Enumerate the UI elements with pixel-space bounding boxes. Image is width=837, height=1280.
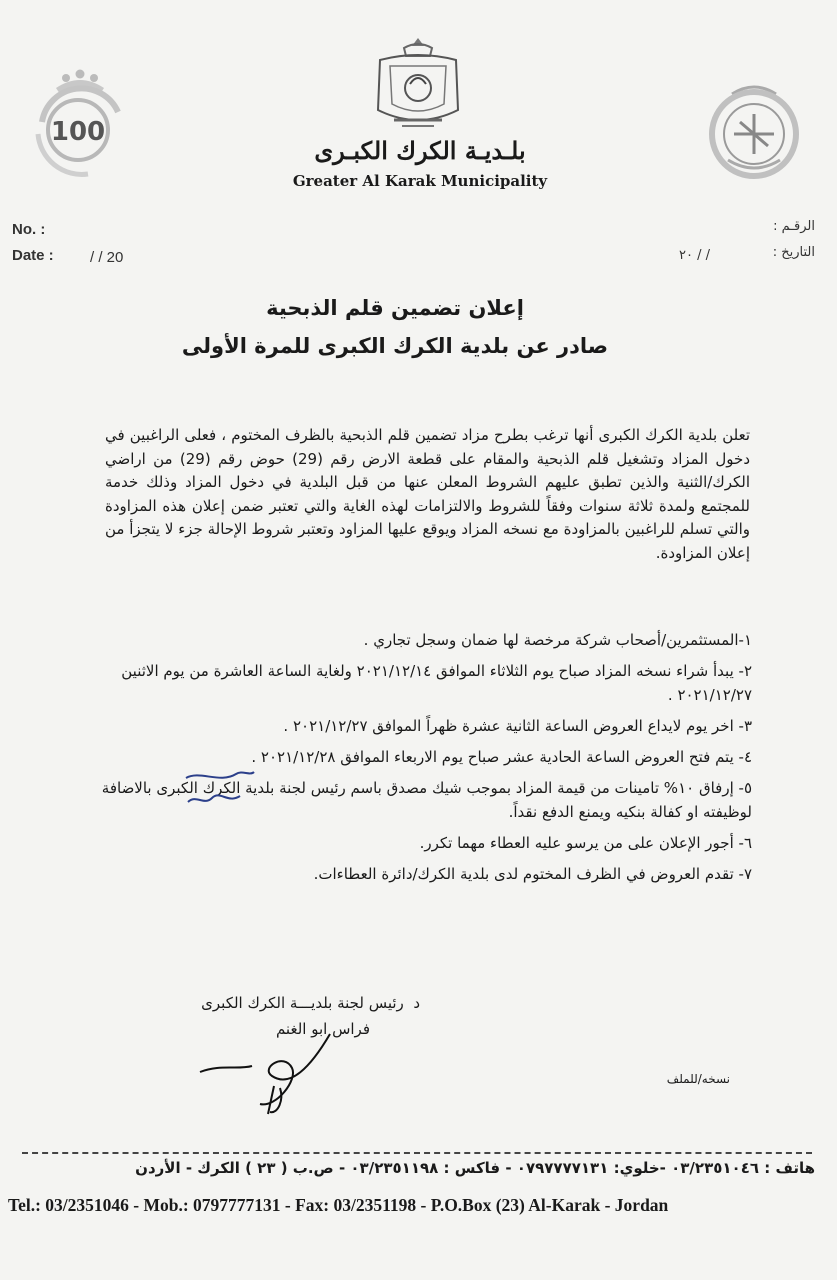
date-slots: / / 20 <box>90 249 124 266</box>
date-slots-arabic: / / ٢٠ <box>679 248 710 263</box>
condition-item: ٤- يتم فتح العروض الساعة الحادية عشر صباح يوم الاربعاء الموافق ٢٠٢١/١٢/٢٨ . <box>251 748 752 766</box>
condition-item: ٦- أجور الإعلان على من يرسو عليه العطاء مهما تكرر. <box>419 834 752 852</box>
copy-to-file-note: نسخه/للملف <box>666 1072 730 1086</box>
condition-item: ٧- تقدم العروض في الظرف المختوم لدى بلدية الكرك/دائرة العطاءات. <box>313 865 752 883</box>
reference-number-label-arabic: الرقـم : <box>773 219 815 234</box>
footer-contact-arabic: هاتف : ٠٣/٢٣٥١٠٤٦ -خلوي: ٠٧٩٧٧٧٧١٣١ - فاكس : ٠٣/٢٣٥١١٩٨ - ص.ب ( ٢٣ ) الكرك - الأردن <box>135 1159 815 1177</box>
municipality-seal-icon <box>704 76 804 186</box>
announcement-body: تعلن بلدية الكرك الكبرى أنها ترغب بطرح مزاد تضمين قلم الذبحية بالظرف المختوم ، فعلى الراغبين في دخول المزاد وتشغيل قلم الذبحية والمقام على قطعة الارض رقم (29) حوض رقم (29) من اراضي الكرك/الثنية والذين تطبق عليهم الشروط المعلن عنها من قبل البلدية في دخول المزاد وذلك خدمة للمجتمع ولمدة ثلاثة سنوات وفقاً للشروط والالتزامات لهذه الغاية والتي تعتبر ضمن إعلان هذه المزاودة والتي تسلم للراغبين بالمزاودة مع نسخه المزاد ويوقع عليها المزاود وتعتبر شروط الإحالة جزء لا يتجزأ من إعلان المزاودة. <box>105 426 750 562</box>
signatory-title: د رئيس لجنة بلديـــة الكرك الكبرى <box>201 994 420 1012</box>
announcement-title: إعلان تضمين قلم الذبحية <box>266 296 524 320</box>
date-label: Date : <box>12 247 54 264</box>
signatory-name: فراس ابو الغنم <box>275 1020 370 1038</box>
handwritten-signature <box>180 1028 370 1122</box>
date-label-arabic: التاريخ : <box>772 245 815 260</box>
municipality-name-arabic: بلـديـة الكرك الكبـرى <box>314 136 526 165</box>
announcement-subtitle: صادر عن بلدية الكرك الكبرى للمرة الأولى <box>181 334 609 358</box>
condition-item: ٣- اخر يوم لايداع العروض الساعة الثانية عشرة ظهراً الموافق ٢٠٢١/١٢/٢٧ . <box>283 717 752 735</box>
condition-item: ٥- إرفاق ١٠% تامينات من قيمة المزاد بموجب شيك مصدق باسم رئيس لجنة بلدية الكرك الكبرى بالاضافة لوظيفته او كفالة بنكيه ويمنع الدفع نقداً. <box>101 779 752 821</box>
footer-contact-english: Tel.: 03/2351046 - Mob.: 0797777131 - Fax: 03/2351198 - P.O.Box (23) Al-Karak - Jordan <box>8 1195 669 1215</box>
reference-number-label: No. : <box>12 221 46 238</box>
condition-item: ٢- يبدأ شراء نسخه المزاد صباح يوم الثلاثاء الموافق ٢٠٢١/١٢/١٤ ولغاية الساعة العاشرة من يوم الاثنين ٢٠٢١/١٢/٢٧ . <box>121 662 752 704</box>
conditions-list <box>100 628 752 893</box>
jordan-coat-of-arms-icon <box>372 36 464 136</box>
municipality-name-english: Greater Al Karak Municipality <box>292 172 548 190</box>
condition-item: ١-المستثمرين/أصحاب شركة مرخصة لها ضمان وسجل تجاري . <box>363 631 752 649</box>
svg-text:100: 100 <box>50 117 106 147</box>
handwritten-correction <box>180 768 260 816</box>
centenary-logo <box>28 62 133 180</box>
footer-divider <box>22 1152 812 1156</box>
